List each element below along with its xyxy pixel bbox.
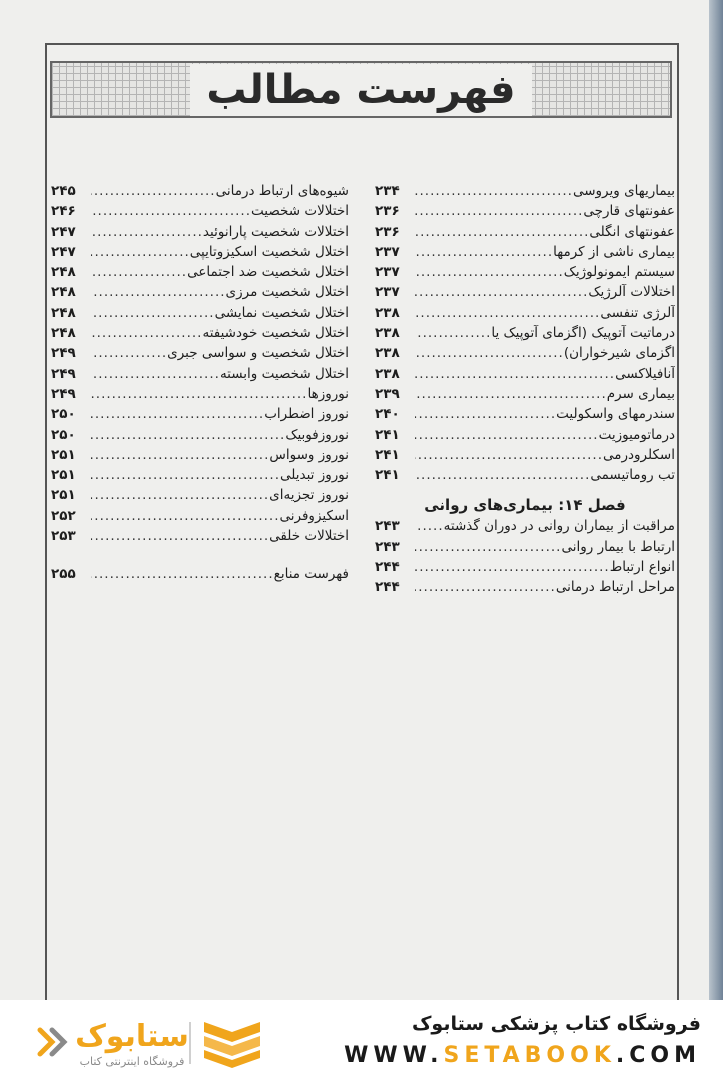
toc-page-number: ۲۳۸ xyxy=(375,325,400,342)
leader-dots xyxy=(415,244,553,260)
leader-dots xyxy=(91,244,190,260)
toc-entry xyxy=(51,487,349,507)
toc-entry xyxy=(375,427,675,447)
title-banner xyxy=(50,61,672,118)
toc-entry-title: اختلال شخصیت ضد اجتماعی xyxy=(187,264,349,281)
toc-entry xyxy=(51,264,349,284)
toc-entry xyxy=(51,284,349,304)
toc-page-number: ۲۴۹ xyxy=(51,345,76,362)
toc-entry xyxy=(375,345,675,365)
page-title: فهرست مطالب xyxy=(190,64,531,116)
toc-page-number: ۲۳۸ xyxy=(375,345,400,362)
toc-entry-title: شیوه‌های ارتباط درمانی xyxy=(215,183,349,199)
toc-entry-title: اختلالات آلرژیک xyxy=(588,284,675,301)
toc-entry-title: مراحل ارتباط درمانی xyxy=(555,579,675,596)
toc-page-number: ۲۳۶ xyxy=(375,223,400,240)
toc-entry xyxy=(375,264,675,284)
toc-entry-title: ارتباط با بیمار روانی xyxy=(561,538,675,555)
toc-entry xyxy=(51,566,349,586)
toc-entry-title: فهرست منابع xyxy=(273,566,349,583)
store-url[interactable] xyxy=(344,1043,701,1068)
leader-dots xyxy=(91,467,280,483)
toc-entry xyxy=(375,539,675,559)
toc-entry xyxy=(51,508,349,528)
toc-entry-title: بیماری سرم xyxy=(606,385,675,402)
url-suffix: .COM xyxy=(615,1043,701,1068)
toc-entry-title: اختلال شخصیت نمایشی xyxy=(214,304,349,321)
leader-dots xyxy=(415,386,607,402)
toc-entry-title: نوروز تجزیه‌ای xyxy=(269,487,349,504)
leader-dots xyxy=(91,325,202,341)
toc-entry-title: اختلالات شخصیت xyxy=(251,203,349,220)
toc-entry-title: آنافیلاکسی xyxy=(615,365,675,382)
toc-entry xyxy=(375,559,675,579)
toc-entry xyxy=(375,386,675,406)
leader-dots xyxy=(91,508,280,524)
leader-dots xyxy=(91,386,307,402)
toc-entry-title: بیماریهای ویروسی xyxy=(572,183,675,199)
leader-dots xyxy=(415,366,615,382)
toc-page-number: ۲۴۵ xyxy=(51,183,76,199)
toc-entry xyxy=(51,183,349,203)
logo-tagline: فروشگاه اینترنتی کتاب xyxy=(79,1055,185,1068)
leader-dots xyxy=(415,559,610,575)
toc-page-number: ۲۳۶ xyxy=(375,203,400,220)
toc-page-number: ۲۳۴ xyxy=(375,183,400,199)
toc-entry-title: نوروزفوبیک xyxy=(285,426,349,443)
toc-entry xyxy=(51,305,349,325)
toc-entry xyxy=(51,366,349,386)
toc-entry-title: نوروزها xyxy=(307,385,349,402)
toc-entry-title: اختلال شخصیت وابسته xyxy=(219,365,349,382)
toc-entry-title: عفونتهای انگلی xyxy=(589,223,675,240)
toc-entry xyxy=(375,518,675,538)
toc-entry-title: اسکلرودرمی xyxy=(603,446,675,463)
toc-entry-title: اختلال شخصیت خودشیفته xyxy=(202,325,349,342)
toc-entry xyxy=(375,203,675,223)
toc-entry-title: مراقبت از بیماران روانی در دوران گذشته xyxy=(443,518,675,535)
toc-page-number: ۲۵۳ xyxy=(51,528,76,545)
toc-page-number: ۲۳۸ xyxy=(375,365,400,382)
leader-dots xyxy=(91,224,203,240)
toc-page-number: ۲۴۶ xyxy=(51,203,76,220)
leader-dots xyxy=(91,203,251,219)
logo-chevron-icon xyxy=(40,1030,52,1054)
leader-dots xyxy=(415,427,599,443)
leader-dots xyxy=(91,305,215,321)
toc-page-number: ۲۳۷ xyxy=(375,264,400,281)
leader-dots xyxy=(91,566,274,582)
toc-entry-title: بیماری ناشی از کرمها xyxy=(553,243,675,260)
toc-entry xyxy=(375,244,675,264)
leader-dots xyxy=(91,345,167,361)
toc-right-column xyxy=(375,183,675,600)
toc-page-number: ۲۴۳ xyxy=(375,518,400,535)
toc-entry-title: درماتیت آتوپیک (اگزمای آتوپیک یا xyxy=(491,325,675,342)
leader-dots xyxy=(415,325,491,341)
toc-page-number: ۲۴۸ xyxy=(51,304,76,321)
toc-entry xyxy=(375,467,675,487)
toc-page-number: ۲۵۱ xyxy=(51,467,76,484)
toc-page-number: ۲۴۱ xyxy=(375,426,400,443)
toc-entry xyxy=(51,345,349,365)
toc-entry-title: تب روماتیسمی xyxy=(590,467,675,484)
toc-entry xyxy=(51,447,349,467)
toc-page-number: ۲۴۸ xyxy=(51,264,76,281)
book-spine-edge xyxy=(709,0,723,1000)
toc-entry xyxy=(51,224,349,244)
toc-entry-title: اسکیزوفرنی xyxy=(279,507,349,524)
toc-entry xyxy=(51,528,349,548)
leader-dots xyxy=(91,447,269,463)
toc-page-number: ۲۴۹ xyxy=(51,385,76,402)
leader-dots xyxy=(415,305,600,321)
toc-entry xyxy=(51,244,349,264)
url-accent: SETABOOK xyxy=(443,1043,616,1068)
logo-name: ستابوک xyxy=(75,1019,189,1054)
toc-page-number: ۲۴۰ xyxy=(375,406,400,423)
toc-page-number: ۲۴۸ xyxy=(51,325,76,342)
toc-page-number: ۲۴۱ xyxy=(375,467,400,484)
leader-dots xyxy=(91,528,269,544)
toc-entry xyxy=(375,366,675,386)
leader-dots xyxy=(415,447,603,463)
toc-page-number: ۲۴۳ xyxy=(375,538,400,555)
toc-left-column xyxy=(51,183,349,587)
toc-entry xyxy=(51,325,349,345)
leader-dots xyxy=(415,579,556,595)
toc-page-number: ۲۵۰ xyxy=(51,406,76,423)
store-name: فروشگاه کتاب پزشکی ستابوک xyxy=(411,1013,701,1035)
toc-page-number: ۲۳۸ xyxy=(375,304,400,321)
toc-entry-title: نوروز تبدیلی xyxy=(280,467,349,484)
toc-entry-title: سیستم ایمونولوژیک xyxy=(563,264,675,281)
toc-entry-title: درماتومیوزیت xyxy=(598,426,675,443)
toc-entry-title: اگزمای شیرخواران) xyxy=(563,345,675,362)
toc-entry xyxy=(51,406,349,426)
toc-entry-title: اختلال شخصیت و سواسی جبری xyxy=(167,345,349,362)
toc-entry xyxy=(375,325,675,345)
chapter-heading: فصل ۱۴: بیماری‌های روانی xyxy=(424,496,626,515)
toc-page-number: ۲۳۹ xyxy=(375,385,400,402)
toc-entry-title: نوروز اضطراب xyxy=(264,406,349,423)
toc-entry-title: آلرژی تنفسی xyxy=(600,304,675,321)
toc-page-number: ۲۵۲ xyxy=(51,507,76,524)
toc-entry-title: اختلالات شخصیت پارانوئید xyxy=(202,223,349,240)
toc-page-number: ۲۴۷ xyxy=(51,223,76,240)
toc-entry xyxy=(51,203,349,223)
leader-dots xyxy=(91,487,269,503)
toc-entry xyxy=(375,183,675,203)
toc-page-number: ۲۴۹ xyxy=(51,365,76,382)
page-frame xyxy=(45,43,679,1000)
leader-dots xyxy=(415,203,583,219)
leader-dots xyxy=(91,366,220,382)
toc-entry-title: عفونتهای قارچی xyxy=(583,203,675,220)
toc-page-number: ۲۳۷ xyxy=(375,243,400,260)
leader-dots xyxy=(415,539,561,555)
leader-dots xyxy=(415,183,573,199)
toc-entry xyxy=(375,224,675,244)
leader-dots xyxy=(415,345,564,361)
spacer xyxy=(51,548,349,566)
toc-entry xyxy=(375,305,675,325)
toc-page-number: ۲۴۱ xyxy=(375,446,400,463)
toc-entry-title: سندرمهای واسکولیت xyxy=(556,406,675,423)
leader-dots xyxy=(91,264,187,280)
toc-entry xyxy=(51,427,349,447)
setabook-logo xyxy=(32,1014,282,1070)
leader-dots xyxy=(415,518,444,534)
toc-page-number: ۲۴۴ xyxy=(375,559,400,576)
leader-dots xyxy=(91,427,285,443)
toc-page-number: ۲۴۸ xyxy=(51,284,76,301)
toc-entry xyxy=(51,386,349,406)
leader-dots xyxy=(415,224,589,240)
leader-dots xyxy=(415,284,588,300)
toc-entry xyxy=(375,579,675,599)
toc-entry-title: اختلال شخصیت اسکیزوتایپی xyxy=(189,243,349,260)
toc-page-number: ۲۳۷ xyxy=(375,284,400,301)
toc-entry-title: اختلال شخصیت مرزی xyxy=(225,284,349,301)
toc-entry-title: نوروز وسواس xyxy=(269,446,349,463)
toc-page-number: ۲۴۷ xyxy=(51,243,76,260)
toc-entry-title: اختلالات خلقی xyxy=(269,528,349,545)
leader-dots xyxy=(415,467,590,483)
toc-page-number: ۲۴۴ xyxy=(375,579,400,596)
toc-page-number: ۲۵۵ xyxy=(51,566,76,583)
toc-entry-title: انواع ارتباط xyxy=(609,559,675,576)
toc-page-number: ۲۵۱ xyxy=(51,487,76,504)
leader-dots xyxy=(91,284,226,300)
toc-page-number: ۲۵۱ xyxy=(51,446,76,463)
toc-page-number: ۲۵۰ xyxy=(51,426,76,443)
toc-entry xyxy=(375,447,675,467)
leader-dots xyxy=(415,264,564,280)
toc-entry xyxy=(51,467,349,487)
leader-dots xyxy=(91,183,216,199)
leader-dots xyxy=(415,406,556,422)
toc-entry xyxy=(375,284,675,304)
url-prefix: WWW. xyxy=(344,1043,444,1068)
toc-entry xyxy=(375,406,675,426)
store-footer xyxy=(0,1000,723,1080)
leader-dots xyxy=(91,406,264,422)
